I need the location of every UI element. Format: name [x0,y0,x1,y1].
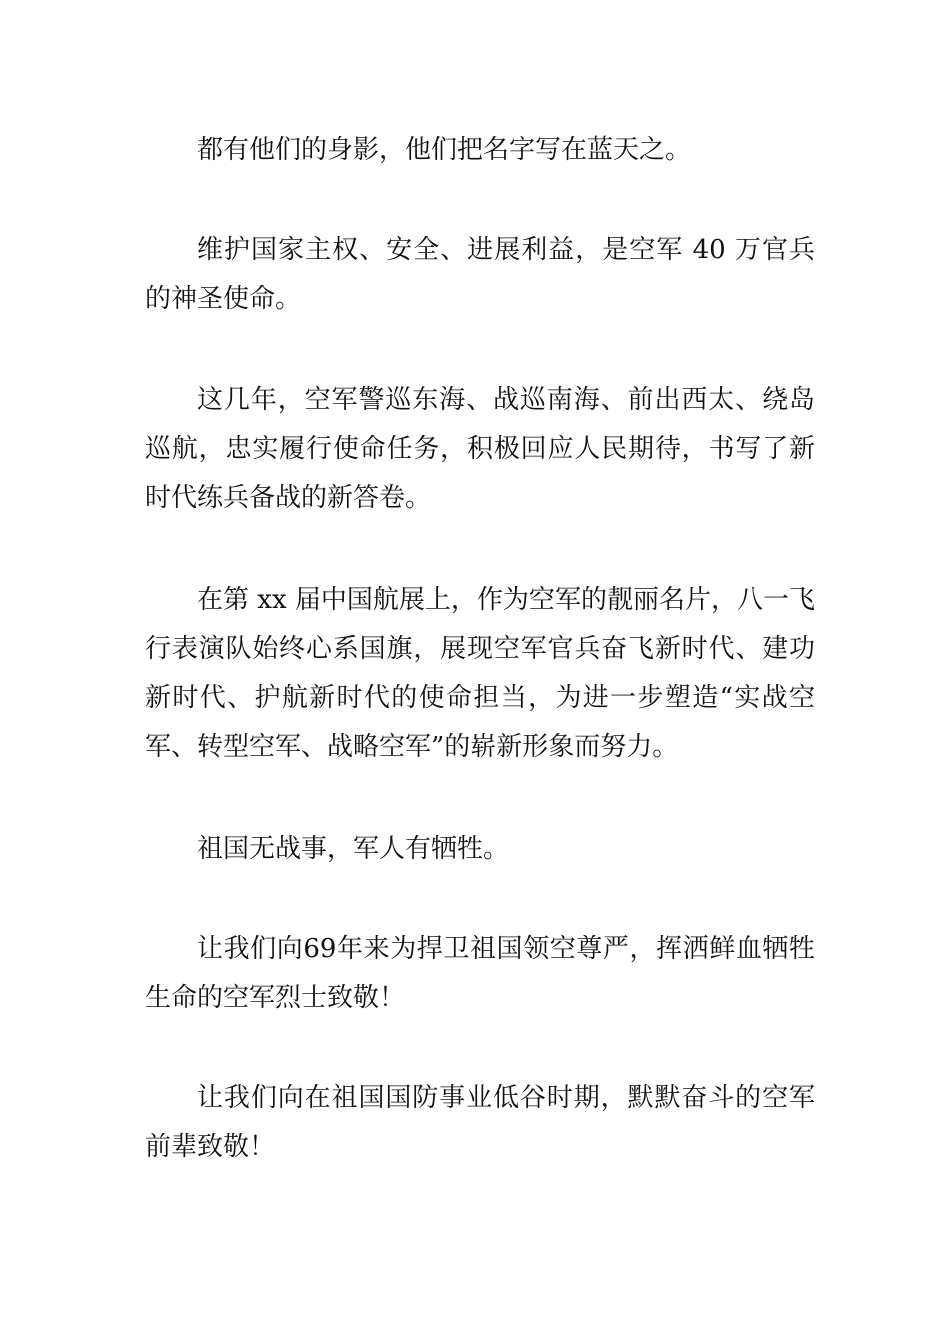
paragraph-7: 让我们向在祖国国防事业低谷时期，默默奋斗的空军前辈致敬！ [145,1083,815,1162]
paragraph-2: 维护国家主权、安全、进展利益，是空军 40 万官兵的神圣使命。 [145,235,815,314]
paragraph-3: 这几年，空军警巡东海、战巡南海、前出西太、绕岛巡航，忠实履行使命任务，积极回应人民期待，书写了新时代练兵备战的新答卷。 [145,385,815,513]
paragraph-6: 让我们向69年来为捍卫祖国领空尊严，挥洒鲜血牺牲生命的空军烈士致敬！ [145,934,815,1013]
paragraph-1: 都有他们的身影，他们把名字写在蓝天之。 [197,135,692,165]
paragraph-4: 在第 xx 届中国航展上，作为空军的靓丽名片，八一飞行表演队始终心系国旗，展现空军官兵奋飞新时代、建功新时代、护航新时代的使命担当，为进一步塑造“实战空军、转型空军、战略空军”的崭新形象而努力。 [145,585,815,762]
paragraph-5: 祖国无战事，军人有牺牲。 [197,834,510,864]
